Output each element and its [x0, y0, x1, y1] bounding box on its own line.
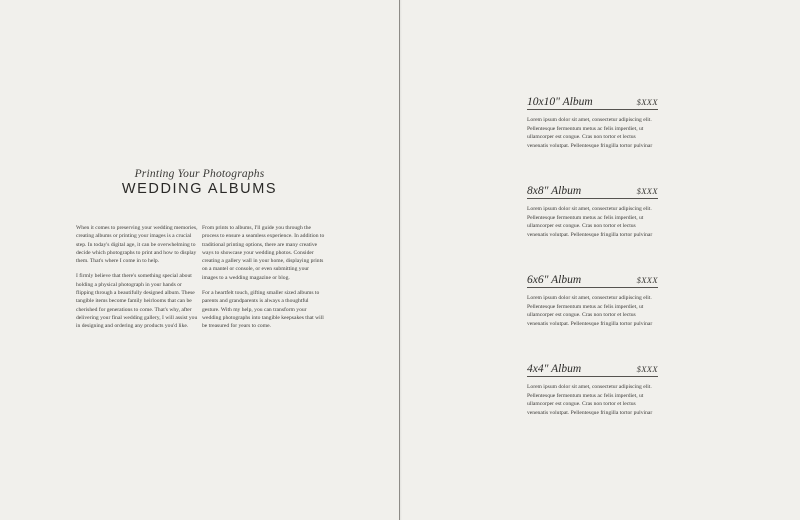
paragraph: When it comes to preserving your wedding memories, creating albums or printing your images is a crucial step. In today's digital age, it can be overwhelming to decide which photographs to print and how to display them. That's where I come in to help.	[76, 225, 198, 265]
album-price: $XXX	[636, 186, 658, 196]
album-item-10x10	[527, 93, 658, 150]
album-header	[527, 182, 658, 199]
album-item-8x8	[527, 182, 658, 239]
album-price: $XXX	[636, 275, 658, 285]
text-column-1	[76, 224, 200, 338]
album-name: 4x4" Album	[527, 363, 582, 375]
album-item-6x6	[527, 271, 658, 328]
album-description: Lorem ipsum dolor sit amet, consectetur adipiscing elit. Pellentesque fermentum metus ac felis imperdiet, ut ullamcorper est congue. Cras non tortor et lectus venenatis volutpat. Pellentesque fringilla tortor pulvinar	[527, 384, 653, 416]
album-header	[527, 360, 658, 377]
paragraph: For a heartfelt touch, gifting smaller sized albums to parents and grandparents is always a thoughtful gesture. With my help, you can transform your wedding photographs into tangible keepsakes that will be treasured for years to come.	[202, 290, 324, 330]
page-title: WEDDING ALBUMS	[121, 181, 278, 197]
left-page	[0, 0, 399, 520]
album-header	[527, 93, 658, 110]
section-subtitle: Printing Your Photographs	[134, 168, 265, 180]
album-name: 10x10" Album	[527, 96, 593, 108]
right-page	[401, 0, 800, 520]
album-price: $XXX	[636, 364, 658, 374]
paragraph: I firmly believe that there's something special about holding a physical photograph in your hands or flipping through a beautifully designed album. These tangible items become family heirlooms that can be cherished for generations to come. That's why, after delivering your final wedding gallery, I will assist you in designing and ordering any products you'd like.	[76, 273, 198, 330]
album-description: Lorem ipsum dolor sit amet, consectetur adipiscing elit. Pellentesque fermentum metus ac felis imperdiet, ut ullamcorper est congue. Cras non tortor et lectus venenatis volutpat. Pellentesque fringilla tortor pulvinar	[527, 206, 653, 238]
album-item-4x4	[527, 360, 658, 417]
album-price: $XXX	[636, 97, 658, 107]
album-header	[527, 271, 658, 288]
text-column-2	[202, 224, 326, 338]
album-name: 6x6" Album	[527, 274, 582, 286]
album-description: Lorem ipsum dolor sit amet, consectetur adipiscing elit. Pellentesque fermentum metus ac felis imperdiet, ut ullamcorper est congue. Cras non tortor et lectus venenatis volutpat. Pellentesque fringilla tortor pulvinar	[527, 295, 653, 327]
album-name: 8x8" Album	[527, 185, 582, 197]
paragraph: From prints to albums, I'll guide you through the process to ensure a seamless experience. In addition to traditional printing options, there are many creative ways to showcase your wedding photos. Consider creating a gallery wall in your home, displaying prints on a mantel or console, or even submitting your images to a wedding magazine or blog.	[202, 225, 325, 281]
album-description: Lorem ipsum dolor sit amet, consectetur adipiscing elit. Pellentesque fermentum metus ac felis imperdiet, ut ullamcorper est congue. Cras non tortor et lectus venenatis volutpat. Pellentesque fringilla tortor pulvinar	[527, 117, 653, 149]
